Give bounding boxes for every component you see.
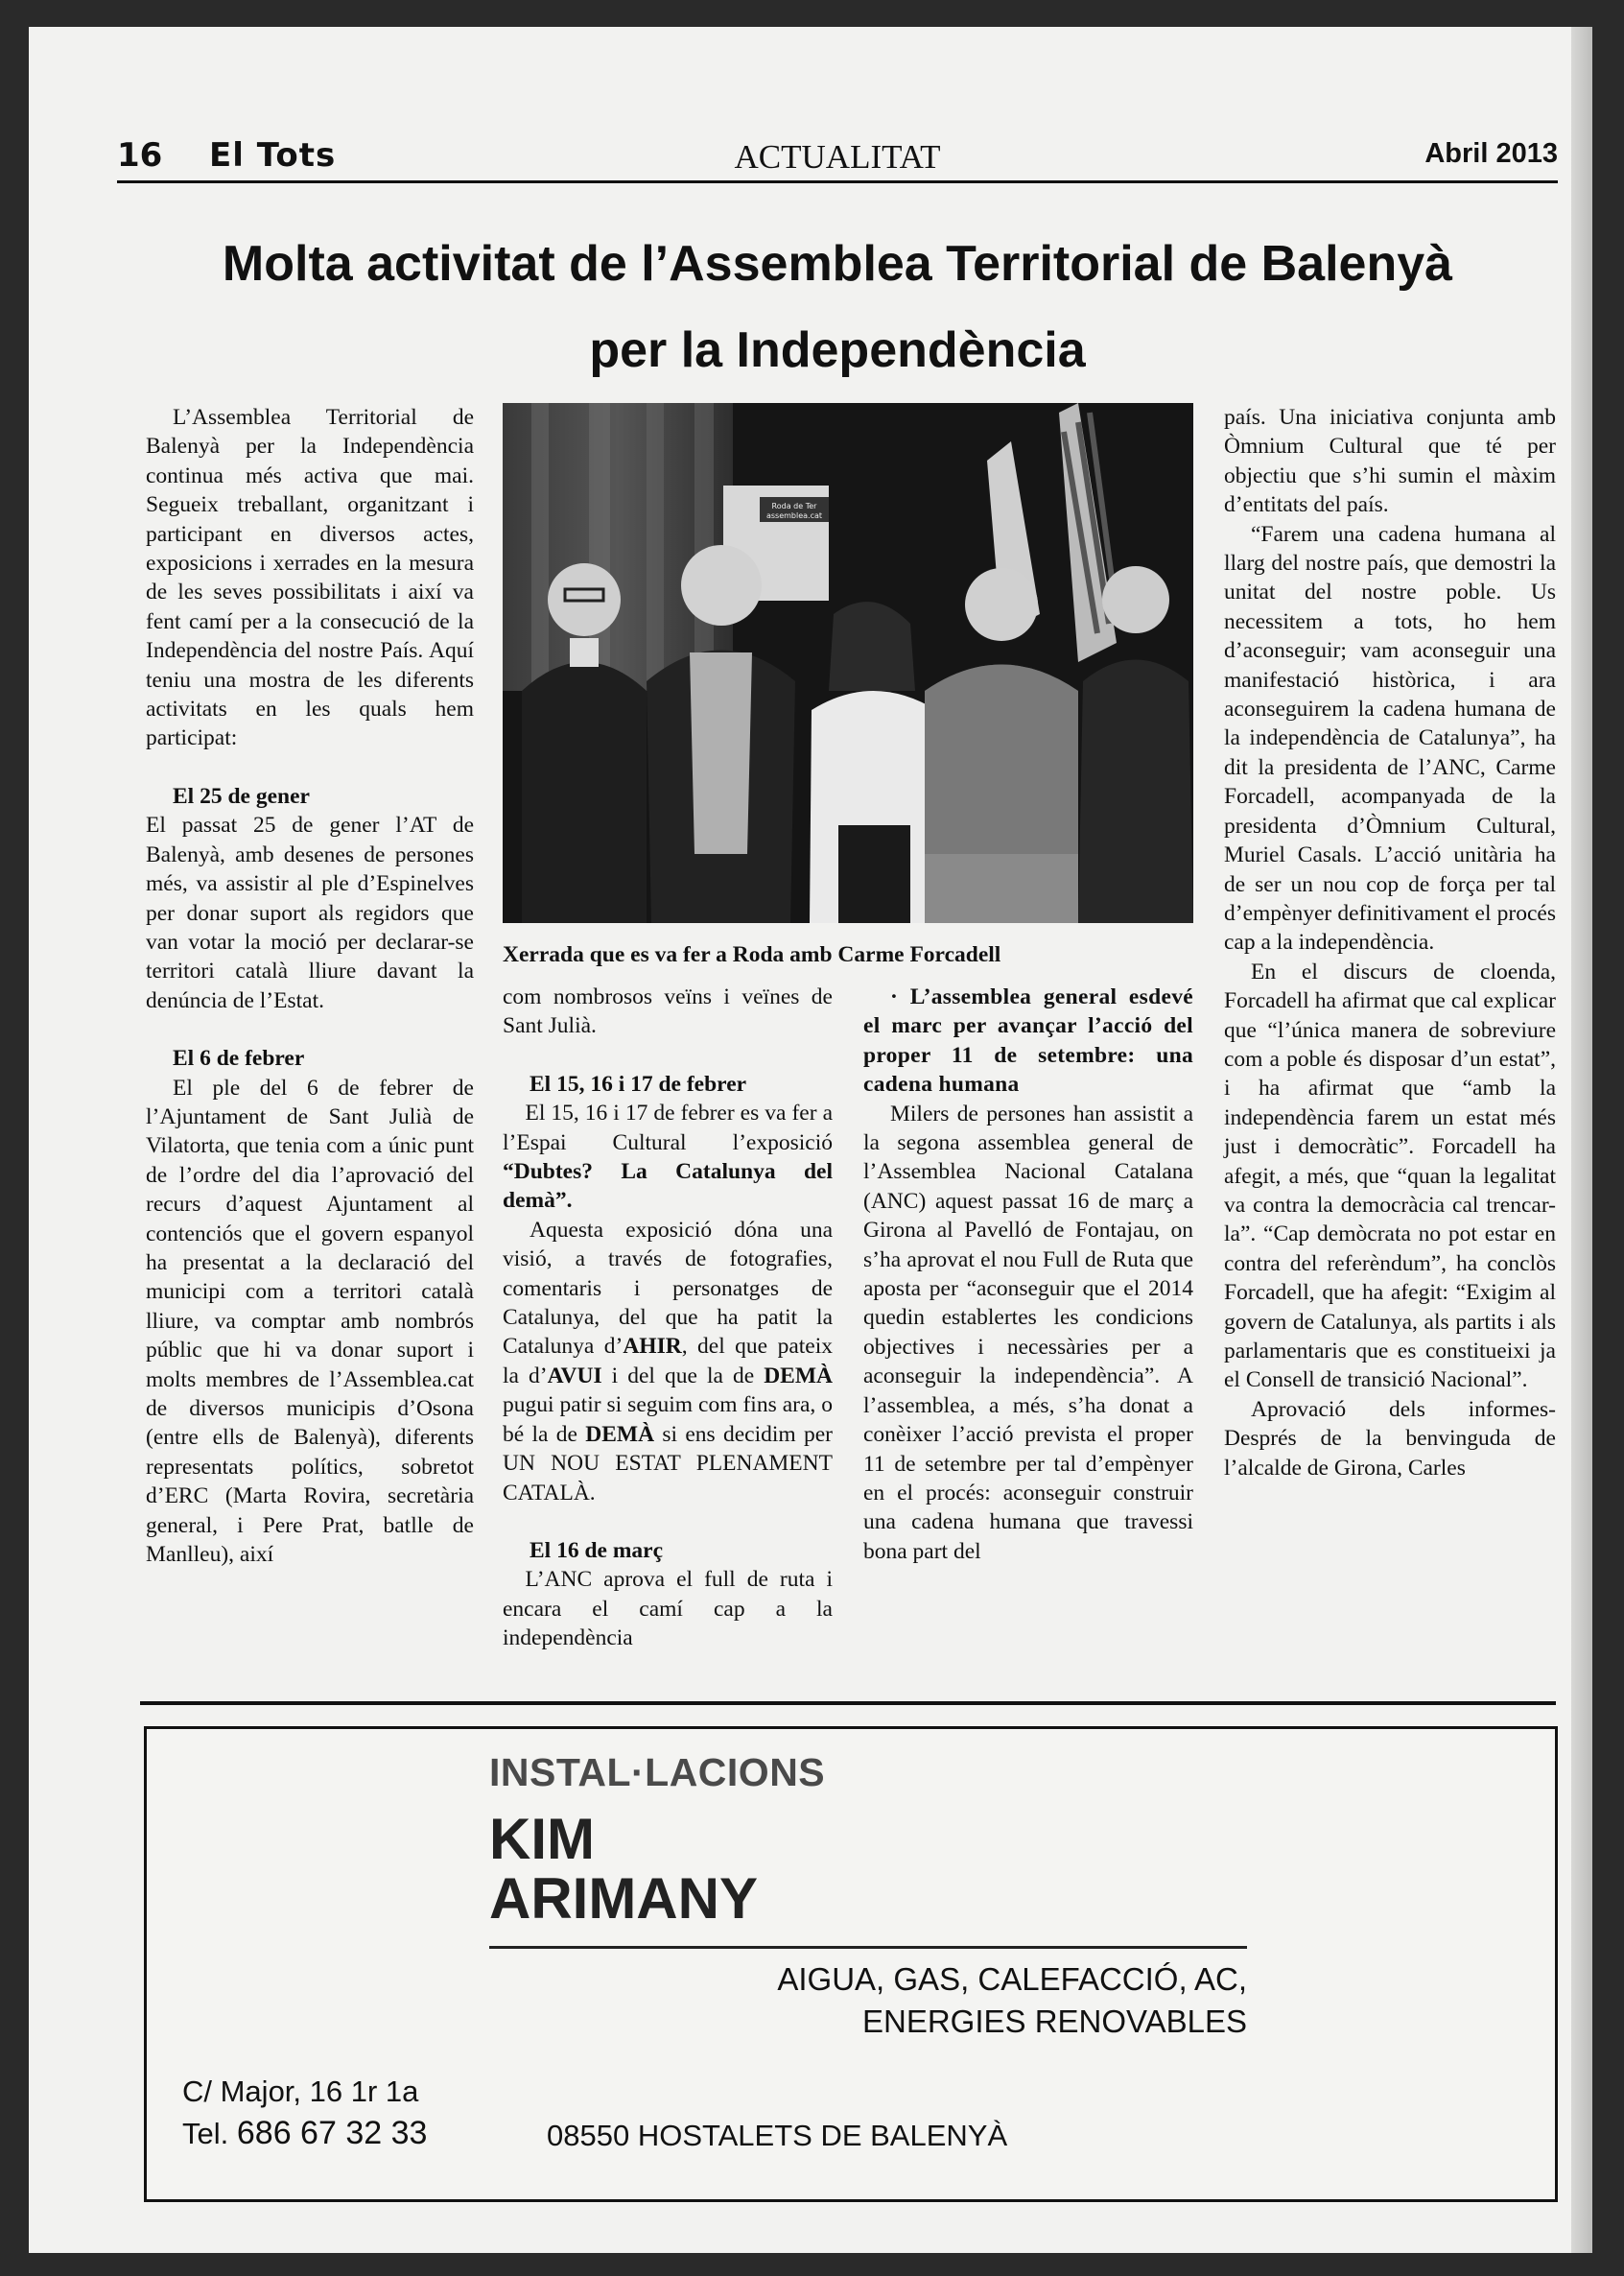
column-4 — [1224, 403, 1556, 1482]
exposicio-desc-part-a: Aquesta exposició dóna una visió, a través de fotografies, comentaris i personatges de Catalunya, del que ha patit la Catalunya d’ — [503, 1217, 833, 1360]
ad-rule — [489, 1946, 1247, 1949]
section-text-assemblea: Milers de persones han assistit a la segona assemblea general de l’Assemblea Nacional Catalana (ANC) aquest passat 16 de març a Girona al Pavelló de Fontajau, on s’ha aprovat el nou Full de Ruta que aposta per “aconseguir que el 2014 quedin establertes les condicions objectives i necessàries per a aconseguir la independència”. A l’assemblea, a més, s’ha donat a conèixer l’acció prevista el proper 11 de setembre per tal d’empènyer en el procés: aconseguir construir una cadena humana que travessi bona part del — [863, 1101, 1193, 1564]
title-line-1: Molta activitat de l’Assemblea Territorial de Balenyà — [222, 236, 1453, 292]
exposicio-desc-part-b: , del que pateix la d’ — [503, 1334, 833, 1388]
word-dema-1: DEMÀ — [764, 1363, 833, 1388]
section-text-exposicio — [503, 1099, 833, 1216]
ad-name-arimany: ARIMANY — [489, 1866, 758, 1931]
exposicio-desc-part-e: si ens decidim per UN NOU ESTAT PLENAMENT CATALÀ. — [503, 1421, 833, 1505]
page-header — [117, 104, 1558, 184]
section-text-cloenda: En el discurs de cloenda, Forcadell ha afirmat que cal explicar que “l’única manera de sobreviure com a poble és disposar d’un estat”, i ha afirmat que “amb la independència farem un estat més just i democràtic”. Forcadell ha afegit, a més, que “quan la legalitat va contra la democràcia cal trencar-la”. “Cap demòcrata no pot estar en contra del referèndum”, ha conclòs Forcadell, que ha afegit: “Exigim al govern de Catalunya, als partits i als parlamentaris que es constitueixi ja el Consell de transició Nacional”. — [1224, 959, 1556, 1393]
subsection-heading-assemblea: · L’assemblea general esdevé el marc per avançar l’acció del proper 11 de setembre: una cadena humana — [863, 984, 1193, 1098]
article-photo — [503, 403, 1193, 923]
word-dema-2: DEMÀ — [585, 1421, 655, 1447]
intro-paragraph: L’Assemblea Territorial de Balenyà per la Independència continua més activa que mai. Segueix treballant, organitzant i participant en diversos actes, exposicions i xerrades en la mesura de les seves possibilitats i així va fent camí per a la consecució de la Independència del nostre País. Aquí teniu una mostra de les diferents activitats en les quals hem participat: — [146, 405, 474, 751]
section-text-25-gener: El passat 25 de gener l’AT de Balenyà, amb desenes de persones més, va assistir al ple d’Espinelves per donar suport als regidors que van votar la moció per declarar-se territori català lliure davant la denúncia de l’Estat. — [146, 813, 474, 1013]
section-name: ACTUALITAT — [734, 138, 941, 176]
section-text-assemblea-continued: país. Una iniciativa conjunta amb Òmnium Cultural que té per objectiu que s’hi sumin el màxim d’entitats del país. — [1224, 405, 1556, 518]
ad-services-line-1: AIGUA, GAS, CALEFACCIÓ, AC, — [777, 1961, 1247, 1997]
ad-name-kim: KIM — [489, 1807, 595, 1871]
section-heading-25-gener: El 25 de gener — [173, 783, 310, 809]
photo-caption: Xerrada que es va fer a Roda amb Carme Forcadell — [503, 942, 1001, 967]
section-heading-15-16-17-febrer: El 15, 16 i 17 de febrer — [530, 1071, 747, 1097]
page-spine — [1571, 27, 1592, 2253]
section-heading-6-febrer: El 6 de febrer — [173, 1046, 305, 1072]
exposicio-desc-part-c: i del que la de — [601, 1363, 765, 1388]
ad-line-instal-lacions: INSTAL·LACIONS — [489, 1750, 826, 1794]
ad-address: C/ Major, 16 1r 1a — [182, 2074, 419, 2108]
ad-top-rule — [140, 1701, 1556, 1705]
column-2 — [503, 983, 833, 1653]
exposicio-intro-text: El 15, 16 i 17 de febrer es va fer a l’Espai Cultural l’exposició — [503, 1101, 833, 1155]
photo-illustration — [503, 403, 1193, 923]
article-title — [117, 221, 1558, 393]
issue-date: Abril 2013 — [1424, 138, 1558, 169]
column-3 — [863, 983, 1193, 1566]
section-heading-16-marc: El 16 de març — [530, 1537, 664, 1563]
word-avui: AVUI — [547, 1363, 602, 1388]
ad-services-line-2: ENERGIES RENOVABLES — [861, 2003, 1247, 2039]
page-number: 16 — [117, 136, 163, 175]
section-text-6-febrer: El ple del 6 de febrer de l’Ajuntament de Sant Julià de Vilatorta, que tenia com a únic punt de l’ordre del dia l’aprovació del recurs d’aquest Ajuntament al contenciós que el govern espanyol ha presentat a la declaració del municipi com a territori català lliure, va comptar amb nombrós públic que hi va donar suport i molts membres de l’Assemblea.cat de diversos municipis d’Osona (entre ells de Balenyà), diferents representats polítics, sobretot d’ERC (Marta Rovira, secretària general, i Pere Prat, batlle de Manlleu), així — [146, 1075, 474, 1568]
header-rule — [117, 180, 1558, 183]
section-text-16-marc — [503, 1565, 833, 1652]
section-text-16-marc-content: L’ANC aprova el full de ruta i encara el camí cap a la independència — [503, 1567, 833, 1651]
newspaper-page — [29, 27, 1592, 2253]
section-text-6-febrer-continued: com nombrosos veïns i veïnes de Sant Julià. — [503, 984, 833, 1039]
title-line-2: per la Independència — [589, 322, 1086, 378]
section-text-cadena-humana: “Farem una cadena humana al llarg del nostre país, que demostri la unitat del nostre poble. Us necessitem a tots, ho hem d’aconseguir; vam aconseguir una manifestació històrica, i ara aconseguirem la cadena humana de la independència de Catalunya”, ha dit la presidenta de l’ANC, Carme Forcadell, acompanyada de la presidenta d’Òmnium Cultural, Muriel Casals. L’acció unitària ha de ser un nou cop de força per tal d’empènyer definitivament el procés cap a la independència. — [1224, 521, 1556, 956]
exposicio-title: “Dubtes? La Catalunya del demà”. — [503, 1159, 833, 1214]
ad-tel-number: 686 67 32 33 — [236, 2115, 428, 2151]
photo-sign-line-2: assemblea.cat — [765, 511, 823, 520]
photo-sign-line-1: Roda de Ter — [771, 502, 817, 510]
advertisement — [144, 1726, 1558, 2202]
section-text-informes: Aprovació dels informes- Després de la benvinguda de l’alcalde de Girona, Carles — [1224, 1396, 1556, 1481]
magazine-name: El Tots — [209, 136, 337, 175]
section-text-exposicio-desc — [503, 1216, 833, 1507]
column-1 — [146, 403, 474, 1569]
exposicio-desc-part-d: pugui patir si seguim com fins ara, o bé la de — [503, 1392, 833, 1447]
word-ahir: AHIR — [623, 1334, 682, 1360]
ad-telephone — [182, 2115, 427, 2152]
ad-city: 08550 HOSTALETS DE BALENYÀ — [547, 2119, 1008, 2152]
ad-tel-label: Tel. — [182, 2117, 229, 2150]
